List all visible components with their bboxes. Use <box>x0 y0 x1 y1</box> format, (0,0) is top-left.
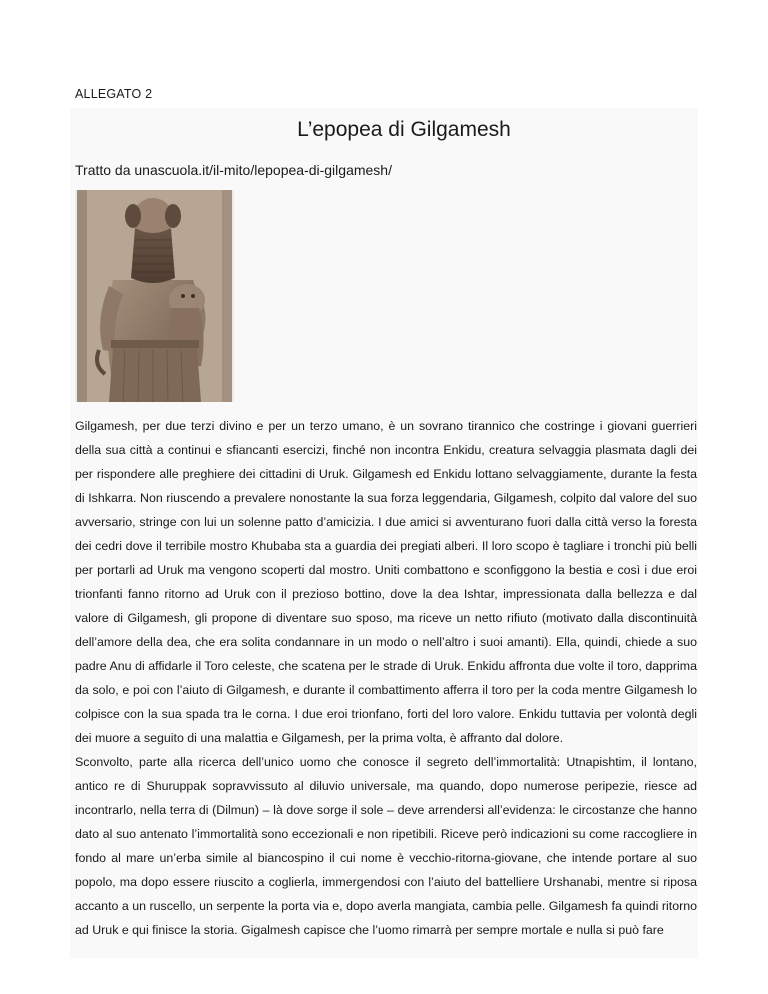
attachment-label: ALLEGATO 2 <box>75 87 153 101</box>
source-citation: Tratto da unascuola.it/il-mito/lepopea-di-gilgamesh/ <box>75 162 392 178</box>
gilgamesh-relief-image <box>75 190 234 402</box>
paragraph: Sconvolto, parte alla ricerca dell’unico uomo che conosce il segreto dell’immortalità: Utnapishtim, il lontano, antico re di Shuruppak sopravvissuto al diluvio universale, ma quando, dopo numerose peripezie, riesce ad incontrarlo, nella terra di (Dilmun) – là dove sorge il sole – deve arrendersi all’evidenza: le circostanze che hanno dato al suo antenato l’immortalità sono eccezionali e non ripetibili. Riceve però indicazioni su come raccogliere in fondo al mare un’erba simile al biancospino il cui nome è vecchio-ritorna-giovane, che intende portare al suo popolo, ma dopo essere riuscito a coglierla, immergendosi con l’aiuto del battelliere Urshanabi, mentre si riposa accanto a un ruscello, un serpente la porta via e, dopo averla mangiata, cambia pelle. Gilgamesh fa quindi ritorno ad Uruk e qui finisce la storia. Gigalmesh capisce che l’uomo rimarrà per sempre mortale e nulla si può fare <box>75 755 697 937</box>
page-title: L’epopea di Gilgamesh <box>297 118 511 141</box>
paragraph: Gilgamesh, per due terzi divino e per un terzo umano, è un sovrano tirannico che costringe i giovani guerrieri della sua città a continui e sfiancanti esercizi, finché non incontra Enkidu, creatura selvaggia plasmata dagli dei per rispondere alle preghiere dei cittadini di Uruk. Gilgamesh ed Enkidu lottano selvaggiamente, durante la festa di Ishkarra. Non riuscendo a prevalere nonostante la sua forza leggendaria, Gilgamesh, colpito dal valore del suo avversario, stringe con lui un solenne patto d’amicizia. I due amici si avventurano fuori dalla città verso la foresta dei cedri dove il terribile mostro Khubaba sta a guardia dei pregiati alberi. Il loro scopo è tagliare i tronchi più belli per portarli ad Uruk ma vengono scoperti dal mostro. Uniti combattono e sconfiggono la bestia e così i due eroi trionfanti fanno ritorno ad Uruk con il prezioso bottino, dove la dea Ishtar, impressionata dalla bellezza e dal valore di Gilgamesh, gli propone di diventare suo sposo, ma riceve un netto rifiuto (motivato dalla discontinuità dell’amore della dea, che era solita condannare in un modo o nell’altro i suoi amanti). Ella, quindi, chiede a suo padre Anu di affidarle il Toro celeste, che scatena per le strade di Uruk. Enkidu affronta due volte il toro, dapprima da solo, e poi con l’aiuto di Gilgamesh, e durante il combattimento afferra il toro per la coda mentre Gilgamesh lo colpisce con la sua spada tra le corna. I due eroi trionfano, forti del loro valore. Enkidu tuttavia per volontà degli dei muore a seguito di una malattia e Gilgamesh, per la prima volta, è affranto dal dolore. <box>75 419 697 745</box>
story-body <box>75 414 697 942</box>
